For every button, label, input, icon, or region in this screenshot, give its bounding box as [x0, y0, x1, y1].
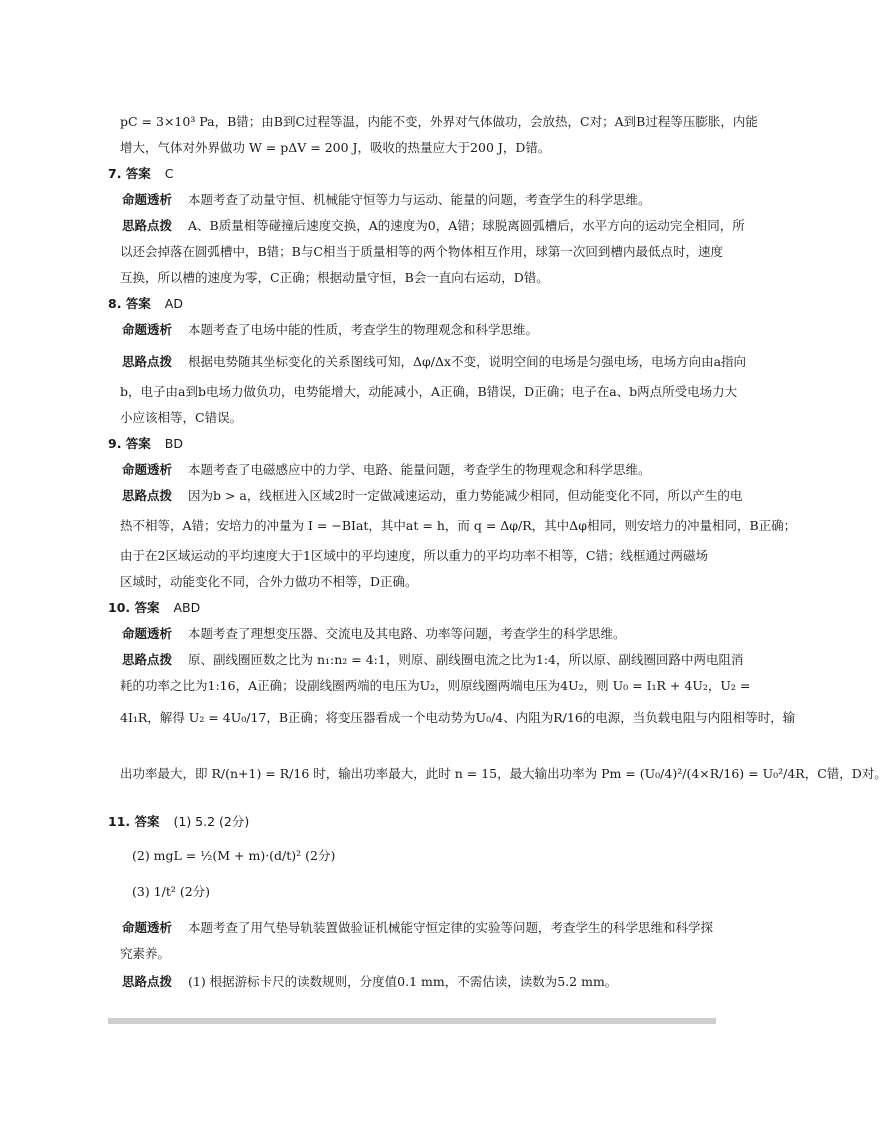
text-line: 热不相等，A错；安培力的冲量为 I = −BIat，其中at = h，而 q = Δφ/R，其中Δφ相同，则安培力的冲量相同，B正确； [120, 518, 797, 533]
q8-hint-heading: 思路点拨 [122, 354, 173, 369]
q7-hint-text: A、B质量相等碰撞后速度交换，A的速度为0，A错；球脱离圆弧槽后，水平方向的运动完全相同，所 [188, 218, 745, 233]
q9-answer: BD [164, 436, 183, 451]
text-line: 增大，气体对外界做功 W = pΔV = 200 J，吸收的热量应大于200 J，D错。 [120, 140, 551, 155]
q11-answer-3: (3) 1/t² (2分) [132, 884, 211, 899]
q10-analysis-heading: 命题透析 [122, 626, 173, 641]
q8-hint-text: 根据电势随其坐标变化的关系图线可知，Δφ/Δx不变，说明空间的电场是匀强电场，电场方向由a指向 [188, 354, 747, 369]
q7-label: 7. 答案 [108, 166, 151, 181]
q8-analysis-heading: 命题透析 [122, 322, 173, 337]
q8-answer-line [108, 294, 698, 314]
q11-hint [122, 972, 712, 992]
text-line: 小应该相等，C错误。 [120, 410, 243, 425]
q11-hint-heading: 思路点拨 [122, 974, 173, 989]
text-line: 耗的功率之比为1:16，A正确；设副线圈两端的电压为U₂，则原线圈两端电压为4U₂，则 U₀ = I₁R + 4U₂，U₂ = [120, 678, 751, 693]
q8-analysis [122, 320, 712, 340]
q11-answer-2: (2) mgL = ½(M + m)·(d/t)² (2分) [132, 848, 336, 863]
footer-divider [108, 1018, 716, 1024]
q9-analysis-heading: 命题透析 [122, 462, 173, 477]
q9-answer-line [108, 434, 698, 454]
q11-analysis-text: 本题考查了用气垫导轨装置做验证机械能守恒定律的实验等问题，考查学生的科学思维和科学探 [188, 920, 714, 935]
q10-analysis [122, 624, 712, 644]
q7-analysis-heading: 命题透析 [122, 192, 173, 207]
q9-analysis-text: 本题考查了电磁感应中的力学、电路、能量问题，考查学生的物理观念和科学思维。 [188, 462, 651, 477]
q10-hint [122, 650, 744, 670]
q10-hint-text: 原、副线圈匝数之比为 n₁:n₂ = 4:1，则原、副线圈电流之比为1:4，所以原、副线圈回路中两电阻消 [188, 652, 744, 667]
text-line: 出功率最大，即 R/(n+1) = R/16 时，输出功率最大，此时 n = 15，最大输出功率为 Pm = (U₀/4)²/(4×R/16) = U₀²/4R，C错，D对。 [120, 766, 887, 781]
text-line: 由于在2区域运动的平均速度大于1区域中的平均速度，所以重力的平均功率不相等，C错；线框通过两磁场 [120, 548, 708, 563]
text-line: 互换，所以槽的速度为零，C正确；根据动量守恒，B会一直向右运动，D错。 [120, 270, 549, 285]
text-line: 究素养。 [120, 946, 171, 961]
text-line: 以还会掉落在圆弧槽中，B错；B与C相当于质量相等的两个物体相互作用，球第一次回到槽内最低点时，速度 [120, 244, 723, 259]
q8-analysis-text: 本题考查了电场中能的性质，考查学生的物理观念和科学思维。 [188, 322, 539, 337]
text-line: pC = 3×10³ Pa，B错；由B到C过程等温，内能不变，外界对气体做功，会放热，C对；A到B过程等压膨胀，内能 [120, 114, 758, 129]
q9-hint [122, 486, 743, 506]
q9-label: 9. 答案 [108, 436, 151, 451]
q9-hint-heading: 思路点拨 [122, 488, 173, 503]
q10-label: 10. 答案 [108, 600, 160, 615]
q10-answer: ABD [173, 600, 201, 615]
q11-analysis [122, 918, 712, 938]
q8-answer: AD [164, 296, 183, 311]
q7-analysis-text: 本题考查了动量守恒、机械能守恒等力与运动、能量的问题，考查学生的科学思维。 [188, 192, 651, 207]
q9-analysis [122, 460, 712, 480]
q7-hint [122, 216, 745, 236]
q7-hint-heading: 思路点拨 [122, 218, 173, 233]
q11-answer-line [108, 812, 698, 832]
q10-analysis-text: 本题考查了理想变压器、交流电及其电路、功率等问题，考查学生的科学思维。 [188, 626, 626, 641]
text-line: 区域时，动能变化不同，合外力做功不相等，D正确。 [120, 574, 418, 589]
text-line: b，电子由a到b电场力做负功，电势能增大，动能减小，A正确，B错误，D正确；电子在a、b两点所受电场力大 [120, 384, 738, 399]
q11-label: 11. 答案 [108, 814, 160, 829]
q11-answer-1: (1) 5.2 (2分) [173, 814, 250, 829]
q10-answer-line [108, 598, 698, 618]
text-line: 4I₁R，解得 U₂ = 4U₀/17，B正确；将变压器看成一个电动势为U₀/4、内阻为R/16的电源，当负载电阻与内阻相等时，输 [120, 710, 796, 725]
q11-hint-text: (1) 根据游标卡尺的读数规则，分度值0.1 mm，不需估读，读数为5.2 mm。 [188, 974, 618, 989]
q10-hint-heading: 思路点拨 [122, 652, 173, 667]
q9-hint-text: 因为b > a，线框进入区域2时一定做减速运动，重力势能减少相同，但动能变化不同，所以产生的电 [188, 488, 743, 503]
q11-analysis-heading: 命题透析 [122, 920, 173, 935]
q7-answer: C [164, 166, 174, 181]
q8-hint [122, 352, 747, 372]
q8-label: 8. 答案 [108, 296, 151, 311]
q7-analysis [122, 190, 712, 210]
q7-answer-line [108, 164, 698, 184]
